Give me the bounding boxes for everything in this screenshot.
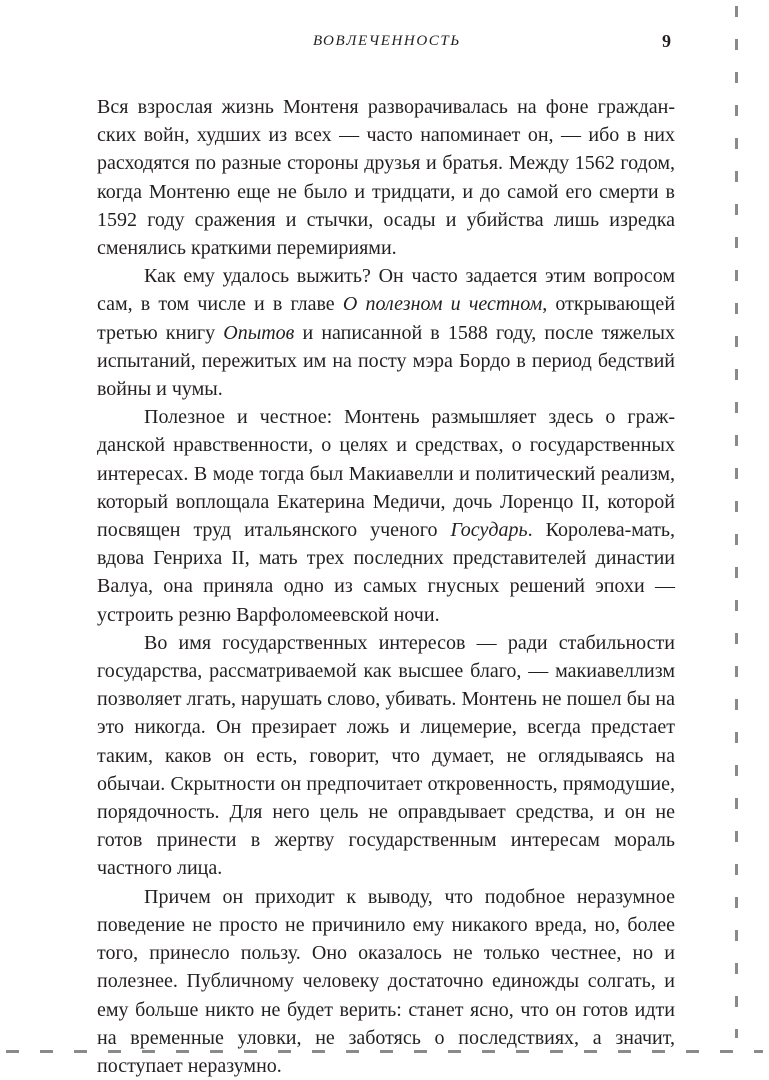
paragraph xyxy=(97,262,675,403)
paragraph-text: Во имя государственных интересов — ради стабильности государства, рассматриваемой как высшее благо, — макиавеллизм позволяет лгать, нарушать слово, убивать. Монтень не пошел бы на это никогда. Он презирает ложь и лицемерие, всегда предстает таким, каков он есть, говорит, что думает, не оглядываясь на обычаи. Скрытности он предпочитает откровенность, прямодушие, порядочность. Для него цель не оправдывает средства, и он не готов принести в жертву государственным интересам мораль частного лица. xyxy=(97,631,675,880)
paragraph xyxy=(97,403,675,629)
paragraph-text: Вся взрослая жизнь Монтеня разворачивалась на фоне гражданских войн, худших из всех — часто напоминает он, — ибо в них расходятся по разные стороны друзья и братья. Между 1562 годом, когда Монтеню еще не было и тридцати, и до самой его смерти в 1592 году сражения и стычки, осады и убийства лишь изредка сменялись краткими перемириями. xyxy=(97,96,675,260)
paragraph-text: Полезное и честное: Монтень размышляет здесь о гражданской нравственности, о целях и средствах, о государственных интересах. В моде тогда был Макиавелли и политический реализм, который воплощала Екатерина Медичи, дочь Лоренцо II, которой посвящен труд итальянского ученого xyxy=(97,406,675,542)
book-title: Опытов xyxy=(223,321,295,344)
chapter-title: О полезном и честном xyxy=(342,293,543,316)
paragraph-text: . Королева-мать, вдова Генриха II, мать трех последних представителей династии Валуа, она приняла одно из самых гнусных решений эпохи — устроить резню Варфоломеевской ночи. xyxy=(97,519,675,626)
paragraph-text: Как ему удалось выжить? Он часто задается этим вопросом сам, в том числе и в главе xyxy=(97,265,675,316)
running-title: ВОВЛЕЧЕННОСТЬ xyxy=(313,33,461,49)
paragraph xyxy=(97,629,675,883)
paragraph-text: , открывающей третью книгу xyxy=(97,293,676,344)
paragraph-text: Причем он приходит к выводу, что подобное неразумное поведение не просто не причинило ему никакого вреда, но, более того, принесло пользу. Оно оказалось не только честнее, но и полезнее. Публичному человеку достаточно единожды солгать, и ему больше никто не будет верить: станет ясно, что он готов идти на временные уловки, не заботясь о последствиях, а значит, поступает неразумно. xyxy=(97,885,675,1077)
crop-marks-bottom xyxy=(6,1050,763,1053)
crop-marks-right xyxy=(735,6,738,1038)
page-number: 9 xyxy=(662,31,671,51)
running-header xyxy=(0,33,769,55)
paragraph xyxy=(97,93,675,262)
paragraph-text: и написанной в 1588 году, после тяжелых испытаний, пережитых им на посту мэра Бордо в период бедствий войны и чумы. xyxy=(97,321,675,401)
body-text xyxy=(97,93,675,1080)
book-title: Государь xyxy=(450,519,528,542)
